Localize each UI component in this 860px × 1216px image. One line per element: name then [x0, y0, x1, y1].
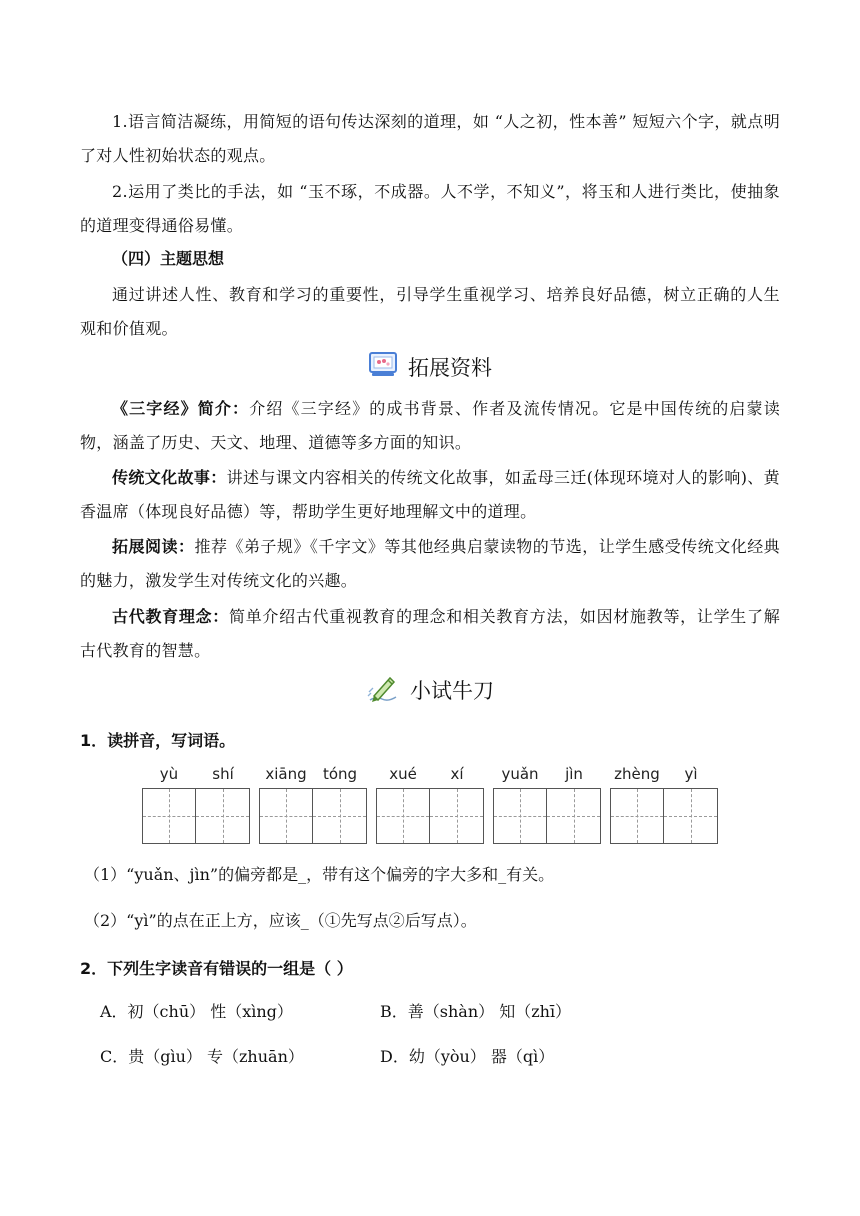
practice-section-header	[0, 670, 860, 710]
option-a[interactable]: A．初（chū） 性（xìng）	[100, 1002, 293, 1021]
question-1-title: 1．读拼音，写词语。	[80, 731, 236, 750]
extension-item-text: 简单介绍古代重视教育的理念和相关教育方法，如因材施教等，让学生了解古代教育的智慧。	[80, 607, 781, 660]
writing-box[interactable]	[664, 789, 717, 843]
pinyin-grid-group	[610, 760, 718, 844]
pinyin-grid-group	[259, 760, 367, 844]
option-d[interactable]: D．幼（yòu） 器（qì）	[380, 1047, 555, 1066]
pinyin-label: zhèng	[614, 765, 660, 783]
extension-item-text: 讲述与课文内容相关的传统文化故事，如孟母三迁(体现环境对人的影响)、黄香温席（体现良好品德）等，帮助学生更好地理解文中的道理。	[80, 468, 780, 521]
practice-title: 小试牛刀	[410, 679, 494, 703]
extension-item-label: 拓展阅读：	[112, 537, 195, 556]
extension-item	[80, 461, 780, 529]
pinyin-label: yù	[159, 765, 179, 783]
writing-box[interactable]	[377, 789, 430, 843]
pinyin-grid-group	[142, 760, 250, 844]
writing-box[interactable]	[313, 789, 366, 843]
pinyin-label: yuǎn	[501, 765, 539, 783]
pinyin-label: tóng	[322, 765, 358, 783]
pen-writing-icon	[366, 672, 400, 708]
pinyin-label: xué	[389, 765, 417, 783]
writing-box[interactable]	[143, 789, 196, 843]
writing-box[interactable]	[260, 789, 313, 843]
extension-item	[80, 600, 780, 668]
extension-item-label: 传统文化故事：	[112, 468, 227, 487]
pinyin-grid-group	[493, 760, 601, 844]
writing-box[interactable]	[611, 789, 664, 843]
extension-item-text: 介绍《三字经》的成书背景、作者及流传情况。它是中国传统的启蒙读物，涵盖了历史、天文、地理、道德等多方面的知识。	[80, 399, 780, 452]
writing-box[interactable]	[196, 789, 249, 843]
question-1-sub-2: （2）“yì”的点在正上方，应该_（①先写点②后写点）。	[84, 911, 477, 930]
writing-box[interactable]	[547, 789, 600, 843]
theme-heading: （四）主题思想	[112, 249, 225, 268]
extension-item-label: 《三字经》简介：	[112, 399, 250, 418]
theme-paragraph: 通过讲述人性、教育和学习的重要性，引导学生重视学习、培养良好品德，树立正确的人生观和价值观。	[80, 285, 780, 338]
presentation-board-icon	[368, 351, 398, 383]
extension-item	[80, 392, 780, 460]
question-2-title: 2．下列生字读音有错误的一组是（ ）	[80, 959, 353, 978]
option-c[interactable]: C．贵（gìu） 专（zhuān）	[100, 1047, 304, 1066]
writing-box[interactable]	[494, 789, 547, 843]
pinyin-label: shí	[212, 765, 234, 783]
pinyin-label: yì	[684, 765, 698, 783]
option-b[interactable]: B．善（shàn） 知（zhī）	[380, 1002, 572, 1021]
extension-title: 拓展资料	[408, 356, 492, 380]
writing-box[interactable]	[430, 789, 483, 843]
feature-paragraph-2: 2.运用了类比的手法，如 “玉不琢，不成器。人不学，不知义”，将玉和人进行类比，使抽象的道理变得通俗易懂。	[80, 182, 780, 235]
pinyin-grid-group	[376, 760, 484, 844]
extension-section-header	[0, 347, 860, 387]
extension-item-text: 推荐《弟子规》《千字文》等其他经典启蒙读物的节选，让学生感受传统文化经典的魅力，激发学生对传统文化的兴趣。	[80, 537, 780, 590]
extension-item	[80, 530, 780, 598]
pinyin-label: xiāng	[265, 765, 307, 783]
extension-item-label: 古代教育理念：	[112, 607, 229, 626]
question-1-sub-1: （1）“yuǎn、jìn”的偏旁都是_，带有这个偏旁的字大多和_有关。	[84, 865, 555, 884]
pinyin-label: xí	[450, 765, 464, 783]
feature-paragraph-1: 1.语言简洁凝练，用简短的语句传达深刻的道理，如 “人之初，性本善” 短短六个字，就点明了对人性初始状态的观点。	[80, 112, 780, 165]
pinyin-label: jìn	[565, 765, 583, 783]
